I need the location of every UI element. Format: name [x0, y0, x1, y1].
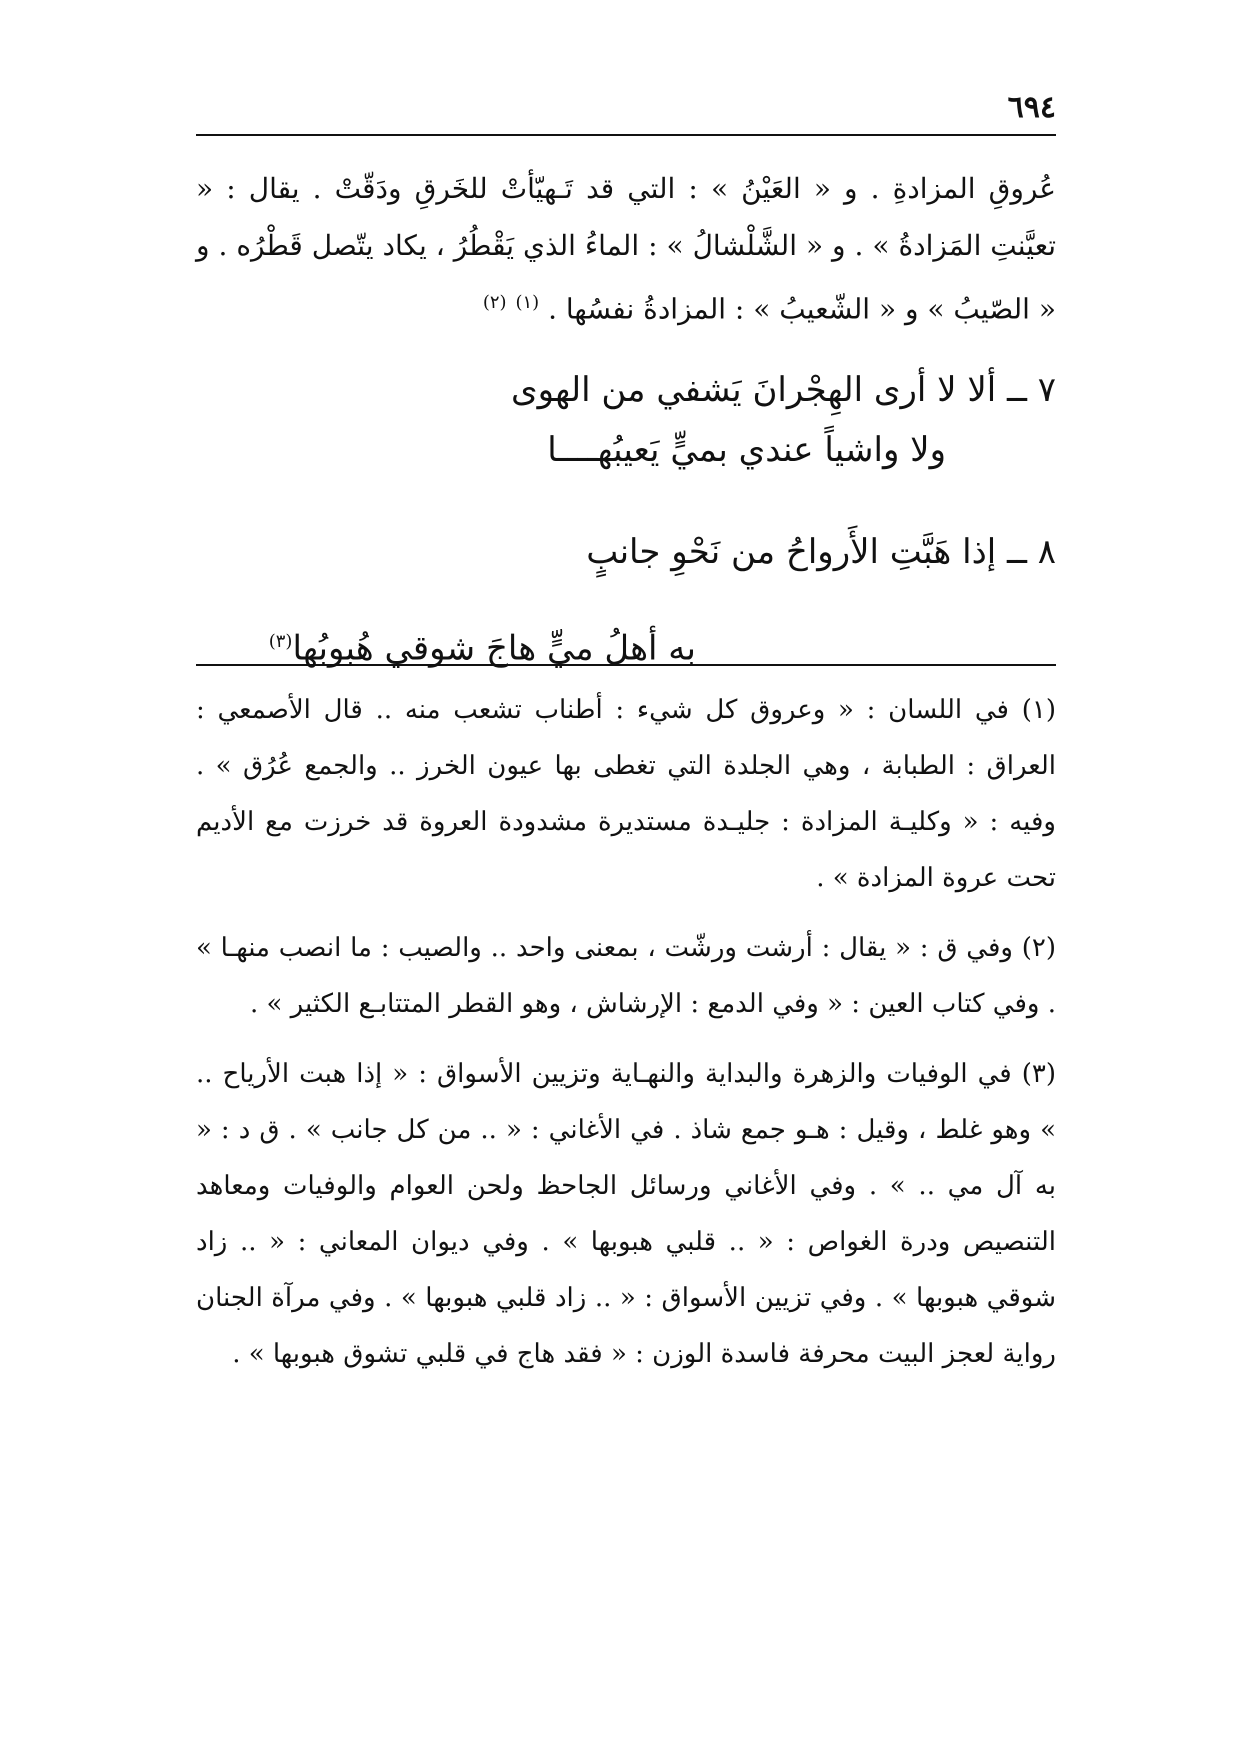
header-rule	[196, 134, 1056, 136]
page-number: ٦٩٤	[1007, 90, 1056, 125]
footnote-1	[196, 682, 1056, 906]
footnote-2-number: (٢)	[1021, 933, 1056, 963]
footnote-1-text: في اللسان : « وعروق كل شيء : أطناب تشعب منه .. قال الأصمعي : العراق : الطبابة ، وهي الجلدة التي تغطى بها عيون الخرز .. والجمع عُرُق » . وفيه : « وكليـة المزادة : جليـدة مستديرة مشدودة العروة قد خرزت مع الأديم تحت عروة المزادة » .	[196, 695, 1056, 893]
body-text	[196, 160, 1056, 337]
footnote-3-number: (٣)	[1021, 1059, 1057, 1089]
footnotes	[196, 682, 1056, 1396]
footnote-mark-1: (١)	[515, 292, 540, 313]
footnote-3-text: في الوفيات والزهرة والبداية والنهـاية وتزيين الأسواق : « إذا هبت الأرياح .. » وهو غلط ، وقيل : هـو جمع شاذ . في الأغاني : « .. من كل جانب » . ق د : « به آل مي .. » . وفي الأغاني ورسائل الجاحظ ولحن العوام والوفيات ومعاهد التنصيص ودرة الغواص : « .. قلبي هبوبها » . وفي ديوان المعاني : « .. زاد شوقي هبوبها » . وفي تزيين الأسواق : « .. زاد قلبي هبوبها » . وفي مرآة الجنان رواية لعجز البيت محرفة فاسدة الوزن : « فقد هاج في قلبي تشوق هبوبها » .	[196, 1059, 1056, 1369]
verse-8-first-hemistich: ٨ ــ إذا هَبَّتِ الأَرواحُ من نَحْوِ جانبٍ	[586, 532, 1056, 572]
body-paragraph-text: عُروقِ المزادةِ . و « العَيْنُ » : التي قد تَـهيّأتْ للخَرقِ ودَقّتْ . يقال : « تعيَّنتِ المَزادةُ » . و « الشَّلْشالُ » : الماءُ الذي يَقْطُرُ ، يكاد يتّصل قَطْرُه . و « الصّيبُ » و « الشّعيبُ » : المزادةُ نفسُها .	[196, 172, 1056, 326]
verse-7-first-hemistich: ٧ ــ ألا لا أرى الهِجْرانَ يَشفي من الهوى	[510, 370, 1056, 410]
footnote-mark-3: (٣)	[268, 631, 293, 652]
footnote-2	[196, 920, 1056, 1032]
verse-8-second-hemistich: به أهلُ ميٍّ هاجَ شوقي هُبوبُها	[292, 628, 696, 669]
verse-7-second-hemistich: ولا واشياً عندي بميٍّ يَعيبُهــــا	[547, 430, 946, 470]
body-paragraph	[196, 160, 1056, 337]
footnote-1-number: (١)	[1021, 695, 1057, 725]
verse-7	[196, 360, 1056, 480]
footnote-2-text: وفي ق : « يقال : أرشت ورشّت ، بمعنى واحد .. والصيب : ما انصب منهـا » . وفي كتاب العين : « وفي الدمع : الإرشاش ، وهو القطر المتتابـع الكثير » .	[196, 933, 1056, 1019]
footnote-3	[196, 1046, 1056, 1382]
footnote-rule	[196, 664, 1056, 666]
verse-8	[196, 522, 1056, 678]
footnote-mark-2: (٢)	[482, 292, 507, 313]
verse-8-second-line	[196, 612, 1056, 678]
